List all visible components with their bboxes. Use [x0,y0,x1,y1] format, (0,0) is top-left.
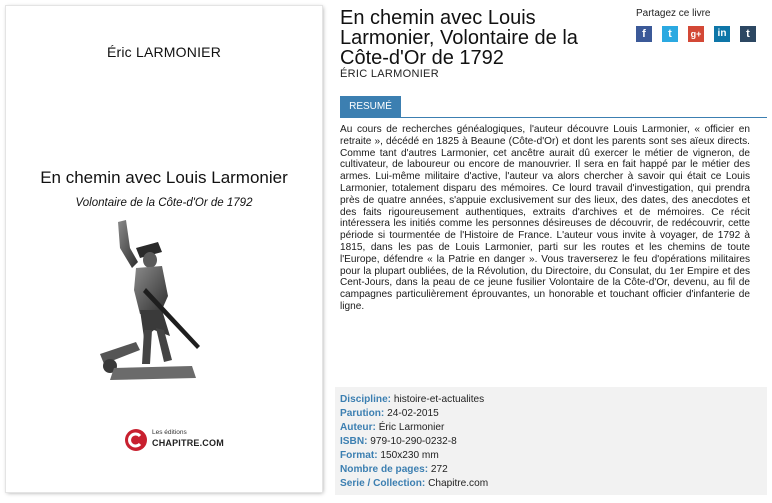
meta-value[interactable]: histoire-et-actualites [393,394,485,405]
meta-value: 24-02-2015 [387,408,439,419]
meta-row-pages [340,463,448,476]
book-title: En chemin avec Louis Larmonier, Volontaire de la Côte-d'Or de 1792 [340,7,578,69]
book-summary: Au cours de recherches généalogiques, l'auteur découvre Louis Larmonier, « officier en retraite », décédé en 1825 à Beaune (Côte-d'Or) et dont les parents sont ses aïeux directs. Comme tant d'autres Larmonier, cet ancêtre aurait dû exercer le métier de vigneron, de cultivateur, de laboureur ou encore de manouvrier. Il sera en fait happé par le métier des armes. Lui-même militaire d'active, l'auteur va alors chercher à savoir qui était ce Louis Larmonier, totalement disparu des mémoires. Ce lourd travail d'investigation, qui prendra près de quatre années, s'appuie exclusivement sur des lieux, des dates, des anecdotes et des faits rigoureusement authentiques, extraits d'archives et de mémoires. Ce récit intéressera les initiés comme les personnes désireuses de découvrir, de redécouvrir, cette période si tourmentée de l'Histoire de France. L'auteur vous invite à voyager, de 1792 à 1815, dans les pas de Louis Larmonier, parti sur les routes et les chemins de toute l'Europe, défendre « la Patrie en danger ». Vous traverserez le feu d'opérations militaires pour la plupart oubliées, de la Révolution, du Directoire, du Consulat, du 1er Empire et des Cent-Jours, dans la peau de ce jeune fusilier Volontaire de la Côte-d'Or, devenu, au fil de campagnes particulièrement éprouvantes, un honorable et touchant officier d'infanterie de ligne. [340,124,750,312]
share-label: Partagez ce livre [636,8,711,19]
meta-row-parution [340,407,439,420]
cover-title: En chemin avec Louis Larmonier [40,168,288,187]
meta-label: ISBN: [340,436,368,447]
chapitre-logo-icon [124,428,148,452]
meta-label: Serie / Collection: [340,478,426,489]
linkedin-icon[interactable]: in [714,26,730,42]
meta-label: Auteur: [340,422,376,433]
meta-value: 979-10-290-0232-8 [370,436,457,447]
share-icons [636,26,766,44]
tab-divider [340,117,767,118]
cover-author: Éric LARMONIER [106,44,222,60]
tumblr-icon[interactable]: t [740,26,756,42]
meta-row-format [340,449,439,462]
facebook-icon[interactable]: f [636,26,652,42]
book-metadata [335,387,767,495]
meta-row-discipline [340,393,484,406]
meta-row-isbn [340,435,457,448]
google-plus-icon[interactable]: g+ [688,26,704,42]
book-author[interactable]: ÉRIC LARMONIER [340,68,439,80]
cover-subtitle: Volontaire de la Côte-d'Or de 1792 [75,197,253,209]
publisher-name: CHAPITRE.COM [152,438,224,448]
meta-value[interactable]: Chapitre.com [428,478,489,489]
meta-label: Parution: [340,408,385,419]
meta-row-collection [340,477,488,490]
meta-label: Nombre de pages: [340,464,429,475]
tab-resume[interactable]: RESUMÉ [340,96,401,117]
publisher-logo [124,426,224,456]
twitter-icon[interactable]: t [662,26,678,42]
book-cover[interactable] [6,6,322,492]
meta-value[interactable]: Éric Larmonier [378,422,445,433]
share-section [636,8,766,40]
publisher-small-text: Les éditions [152,429,187,436]
meta-row-auteur [340,421,444,434]
soldier-statue-illustration [96,218,206,383]
meta-value: 150x230 mm [380,450,439,461]
meta-label: Format: [340,450,378,461]
meta-value: 272 [430,464,448,475]
meta-label: Discipline: [340,394,392,405]
